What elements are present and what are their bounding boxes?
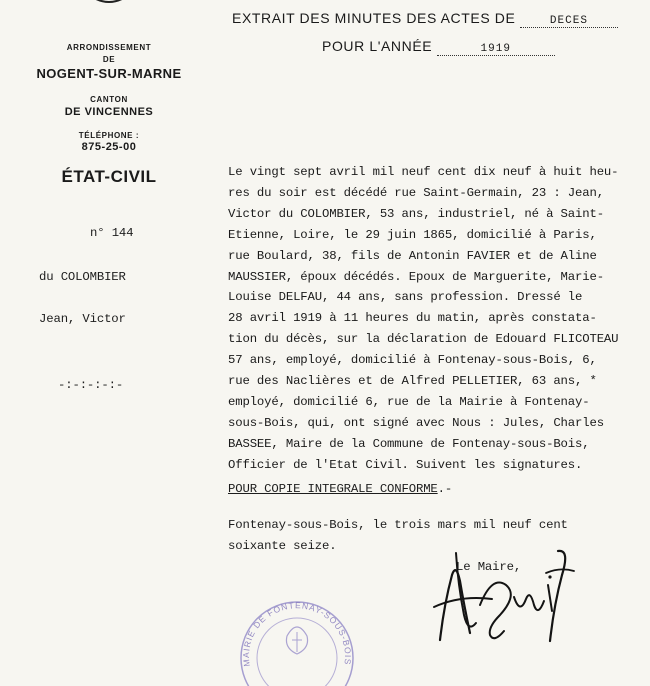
act-body-line: Victor du COLOMBIER, 53 ans, industriel, né à Saint- bbox=[228, 206, 604, 221]
act-body-line: res du soir est décédé rue Saint-Germain, 23 : Jean, bbox=[228, 185, 604, 200]
copy-mention bbox=[228, 482, 452, 496]
year-prefix: POUR L'ANNÉE bbox=[322, 38, 433, 54]
act-body-line: tion du décès, sur la déclaration de Edouard FLICOTEAU bbox=[228, 332, 619, 347]
act-body-line: Etienne, Loire, le 29 juin 1865, domicilié à Paris, bbox=[228, 227, 597, 242]
act-body-line: MAUSSIER, époux décédés. Epoux de Marguerite, Marie- bbox=[228, 269, 604, 284]
closing-line-1: Fontenay-sous-Bois, le trois mars mil neuf cent bbox=[228, 518, 568, 532]
service-title: ÉTAT-CIVIL bbox=[61, 167, 157, 186]
copy-mention-suffix: .- bbox=[437, 482, 453, 496]
document-title-line2 bbox=[322, 38, 555, 56]
act-body-line: employé, domicilié 6, rue de la Mairie à Fontenay- bbox=[228, 394, 590, 409]
de-label: DE bbox=[102, 55, 116, 64]
act-body-line: rue Boulard, 38, fils de Antonin FAVIER et de Aline bbox=[228, 248, 597, 263]
act-body-line: Louise DELFAU, 44 ans, sans profession. Dressé le bbox=[228, 290, 583, 305]
act-number: n° 144 bbox=[90, 226, 134, 240]
closing-line-2: soixante seize. bbox=[228, 539, 337, 553]
copy-mention-text: POUR COPIE INTEGRALE CONFORME bbox=[228, 482, 438, 496]
deceased-surname: du COLOMBIER bbox=[39, 270, 126, 284]
city-seal-icon bbox=[62, 0, 156, 22]
deceased-given-names: Jean, Victor bbox=[39, 312, 126, 326]
telephone-number: 875-25-00 bbox=[81, 141, 137, 153]
stamp-text: MAIRIE DE FONTENAY-SOUS-BOIS bbox=[240, 600, 354, 668]
act-body bbox=[228, 165, 638, 472]
act-body-line: BASSEE, Maire de la Commune de Fontenay-sous-Bois, bbox=[228, 436, 590, 451]
act-type: DECES bbox=[520, 15, 618, 28]
act-body-line: Officier de l'Etat Civil. Suivent les signatures. bbox=[228, 457, 583, 472]
act-body-line: 28 avril 1919 à 11 heures du matin, après constata- bbox=[228, 311, 597, 326]
telephone-label: TÉLÉPHONE : bbox=[78, 131, 140, 140]
arrondissement-name: NOGENT-SUR-MARNE bbox=[36, 66, 182, 81]
margin-separator: -:-:-:-:- bbox=[58, 378, 124, 392]
act-body-line: Le vingt sept avril mil neuf cent dix neuf à huit heu- bbox=[228, 165, 619, 179]
act-body-line: sous-Bois, qui, ont signé avec Nous : Jules, Charles bbox=[228, 415, 604, 430]
canton-name: DE VINCENNES bbox=[64, 106, 154, 118]
document-title-line1 bbox=[232, 10, 618, 28]
canton-label: CANTON bbox=[90, 95, 128, 104]
official-stamp-icon bbox=[232, 596, 362, 686]
act-body-line: 57 ans, employé, domicilié à Fontenay-sous-Bois, 6, bbox=[228, 353, 597, 368]
act-body-line: rue des Naclières et de Alfred PELLETIER, 63 ans, * bbox=[228, 374, 597, 388]
mayor-signature-icon bbox=[430, 545, 580, 645]
title-prefix: EXTRAIT DES MINUTES DES ACTES DE bbox=[232, 10, 516, 26]
signatory-title: Le Maire, bbox=[456, 560, 522, 574]
arrondissement-label: ARRONDISSEMENT bbox=[66, 43, 152, 52]
year-value: 1919 bbox=[437, 43, 555, 56]
